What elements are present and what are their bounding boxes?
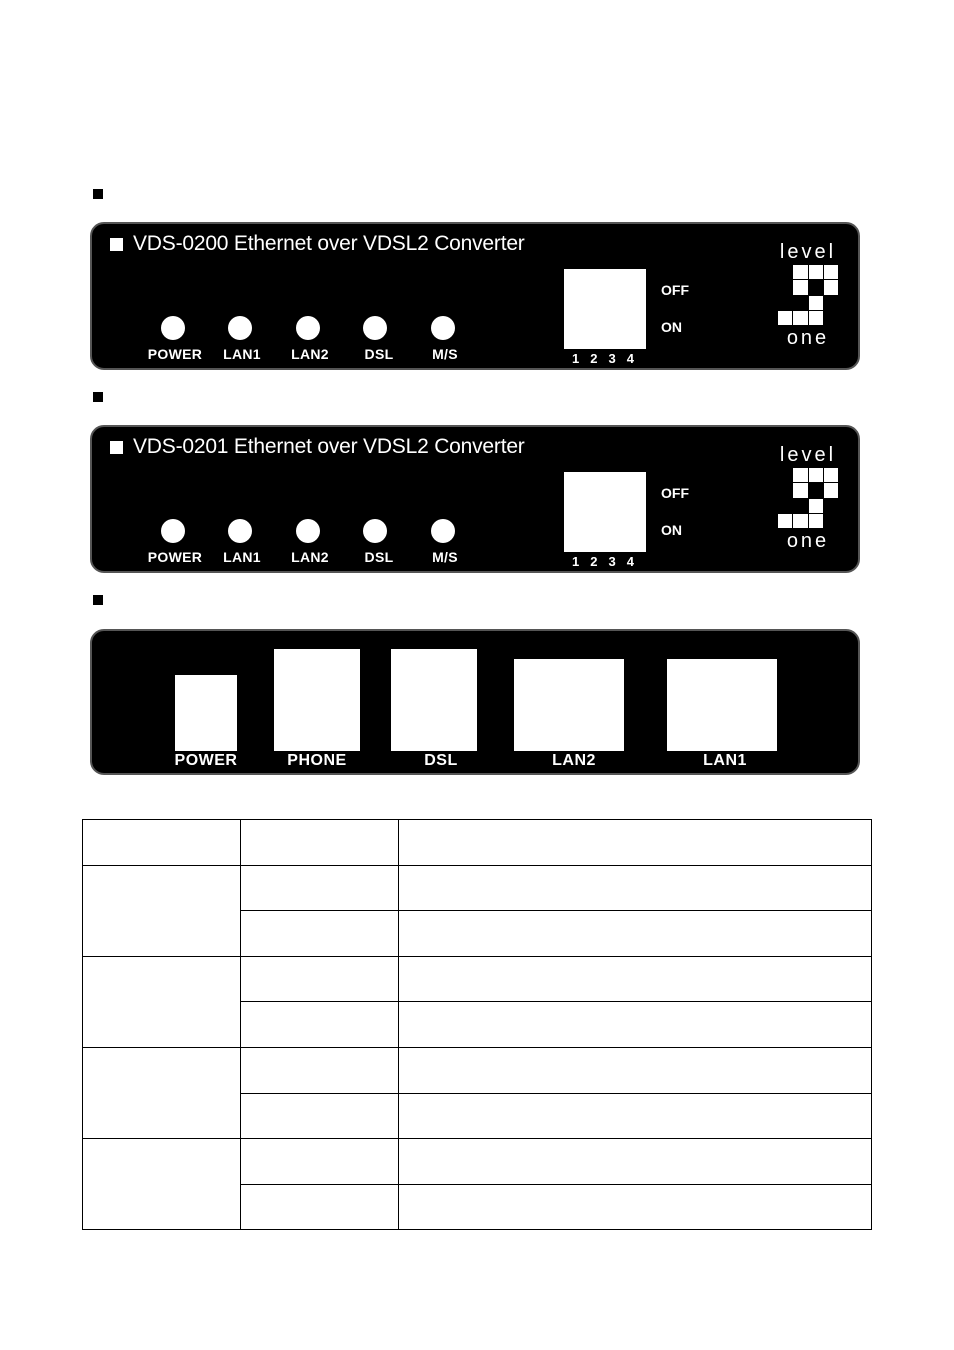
port-label-lan1: LAN1	[703, 752, 747, 769]
panel-title	[110, 435, 525, 459]
led-label-dsl: DSL	[364, 549, 394, 565]
dip-on-label: ON	[661, 522, 682, 538]
dip-number: 4	[626, 351, 634, 366]
table-cell	[399, 1002, 872, 1048]
logo-grid-icon	[778, 265, 838, 325]
table-cell	[241, 1047, 399, 1093]
dip-number: 4	[626, 554, 634, 569]
dip-number: 3	[608, 351, 616, 366]
dip-switch-numbers	[572, 554, 634, 569]
table-cell	[241, 1139, 399, 1185]
square-bullet-icon	[110, 441, 123, 454]
port-phone	[274, 649, 360, 751]
levelone-logo	[775, 445, 841, 551]
led-label-ms: M/S	[432, 346, 458, 362]
led-label-power: POWER	[147, 346, 203, 362]
led-power	[161, 519, 185, 543]
table-cell	[83, 1047, 241, 1138]
port-label-dsl: DSL	[424, 752, 458, 769]
port-label-phone: PHONE	[287, 752, 347, 769]
dip-switch	[564, 472, 646, 552]
port-lan2	[514, 659, 624, 751]
dip-switch	[564, 269, 646, 349]
table-cell	[399, 911, 872, 957]
table-cell	[399, 865, 872, 911]
dip-switch-numbers	[572, 351, 634, 366]
port-label-power: POWER	[174, 752, 238, 769]
table-cell	[83, 865, 241, 956]
led-ms	[431, 316, 455, 340]
led-lan2	[296, 316, 320, 340]
section-bullet-rear	[93, 595, 103, 605]
section-bullet-front-2	[93, 392, 103, 402]
table-cell	[83, 1139, 241, 1230]
table-cell	[241, 820, 399, 866]
led-lan1	[228, 316, 252, 340]
port-label-lan2: LAN2	[552, 752, 596, 769]
led-label-lan1: LAN1	[223, 549, 261, 565]
led-label-dsl: DSL	[364, 346, 394, 362]
led-label-lan2: LAN2	[291, 549, 329, 565]
dip-number: 2	[590, 351, 598, 366]
logo-grid-icon	[778, 468, 838, 528]
dip-number: 3	[608, 554, 616, 569]
led-ms	[431, 519, 455, 543]
rear-panel	[90, 629, 860, 775]
port-lan1	[667, 659, 777, 751]
table-row	[83, 1047, 872, 1093]
levelone-logo	[775, 242, 841, 348]
square-bullet-icon	[110, 238, 123, 251]
table-cell	[241, 1184, 399, 1230]
table-cell	[399, 820, 872, 866]
table-cell	[241, 1093, 399, 1139]
led-dsl	[363, 519, 387, 543]
dip-number: 2	[590, 554, 598, 569]
led-dsl	[363, 316, 387, 340]
table-row	[83, 1139, 872, 1185]
table-row	[83, 956, 872, 1002]
table-cell	[399, 1184, 872, 1230]
dip-number: 1	[572, 351, 580, 366]
table-cell	[241, 865, 399, 911]
logo-bottom-word: one	[786, 530, 830, 552]
table-header-row	[83, 820, 872, 866]
led-label-lan2: LAN2	[291, 346, 329, 362]
table-cell	[399, 1139, 872, 1185]
table-cell	[399, 956, 872, 1002]
table-cell	[241, 956, 399, 1002]
dip-on-label: ON	[661, 319, 682, 335]
led-label-power: POWER	[147, 549, 203, 565]
logo-bottom-word: one	[786, 327, 830, 349]
table-cell	[241, 1002, 399, 1048]
dip-off-label: OFF	[661, 282, 689, 298]
front-panel-vds-0200	[90, 222, 860, 370]
section-bullet-front-1	[93, 189, 103, 199]
dip-off-label: OFF	[661, 485, 689, 501]
led-power	[161, 316, 185, 340]
table-cell	[399, 1047, 872, 1093]
table-cell	[83, 820, 241, 866]
table-cell	[241, 911, 399, 957]
table-cell	[83, 956, 241, 1047]
panel-title	[110, 232, 525, 256]
led-lan2	[296, 519, 320, 543]
port-power	[175, 675, 237, 751]
dip-number: 1	[572, 554, 580, 569]
table-cell	[399, 1093, 872, 1139]
logo-top-word: level	[779, 241, 837, 263]
logo-top-word: level	[779, 444, 837, 466]
led-label-ms: M/S	[432, 549, 458, 565]
led-description-table	[82, 819, 872, 1230]
table-row	[83, 865, 872, 911]
led-lan1	[228, 519, 252, 543]
led-label-lan1: LAN1	[223, 346, 261, 362]
port-dsl	[391, 649, 477, 751]
front-panel-vds-0201	[90, 425, 860, 573]
panel-title-text: VDS-0200 Ethernet over VDSL2 Converter	[133, 232, 525, 255]
panel-title-text: VDS-0201 Ethernet over VDSL2 Converter	[133, 435, 525, 458]
